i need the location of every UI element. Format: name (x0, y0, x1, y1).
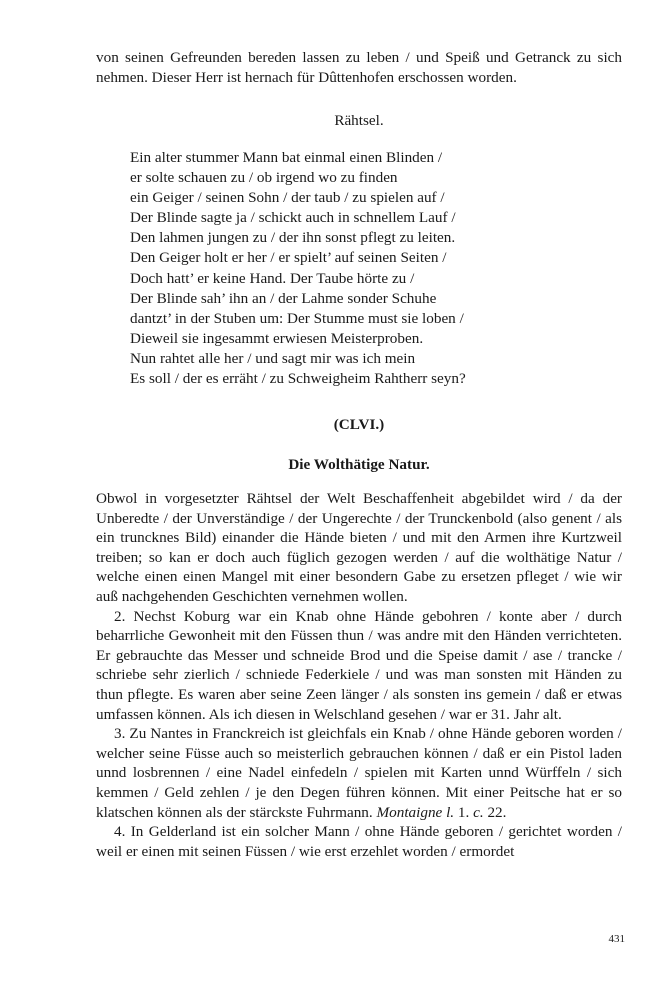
poem-line: Den lahmen jungen zu / der ihn sonst pflegt zu leiten. (130, 229, 456, 247)
paragraph-3 (96, 724, 622, 822)
paragraph-1: Obwol in vorgesetzter Rähtsel der Welt Beschaffenheit abgebildet wird / da der Unberedte / der Unverständige / der Ungerechte / der Trunckenbold (also genent / als ein truncknes Bild) einander die Hände bieten / und mit den Armen ihre Kurtzweil treiben; so kan er doch auch füglich gezogen werden / auf die wolthätige Natur / welche einen einen Mangel mit einer besondern Gabe zu ersetzen pfleget / wie wir auß nachgehenden Geschichten vernehmen wollen. (96, 490, 622, 605)
source-reference-author: Montaigne l. (376, 803, 455, 821)
poem-line: Es soll / der es erräht / zu Schweigheim Rahtherr seyn? (130, 370, 466, 388)
page-number: 431 (608, 933, 625, 945)
poem-line: ein Geiger / seinen Sohn / der taub / zu spielen auf / (130, 189, 445, 207)
paragraph-2: 2. Nechst Koburg war ein Knab ohne Hände gebohren / konte aber / durch beharrliche Gewonheit mit den Füssen thun / was andre mit den Händen verrichteten. Er gebrauchte das Messer und schneide Brod und die Speise damit / ase / trancke / schriebe sehr zierlich / schniede Federkiele / und was man sonsten mit Händen zu thun pflegte. Es waren aber seine Zeen länger / als sonsten ins gemein / daß er etwas umfassen können. Als ich diesen in Welschland gesehen / war er 31. Jahr alt. (96, 607, 622, 723)
poem-line: Der Blinde sagte ja / schickt auch in schnellem Lauf / (130, 209, 456, 227)
paragraph-3-text: 3. Zu Nantes in Franckreich ist gleichfals ein Knab / ohne Hände geboren worden / welcher seine Füsse auch so meisterlich gebrauchen können / daß er ein Pistol laden unnd losbrennen / eine Nadel einfedeln / spielen mit Karten unnd Würffeln / sich kemmen / Geld zehlen / je den Degen führen können. Mit einer Peitsche hat er so klatschen können als der stärckste Fuhrmann. (96, 725, 622, 821)
poem-line: Den Geiger holt er her / er spielt’ auf seinen Seiten / (130, 249, 447, 267)
riddle-poem (130, 148, 610, 389)
section-heading: Die Wolthätige Natur. (288, 456, 430, 473)
paragraph-4: 4. In Gelderland ist ein solcher Mann / ohne Hände geboren / gerichtet worden / weil er einen mit seinen Füssen / wie erst erzehlet worden / ermordet (96, 823, 622, 860)
poem-line: dantzt’ in der Stuben um: Der Stumme must sie loben / (130, 309, 464, 327)
poem-line: Nun rahtet alle her / und sagt mir was ich mein (130, 349, 416, 367)
intro-paragraph (96, 48, 622, 87)
section-number: (CLVI.) (333, 416, 385, 433)
source-reference-chapter: 22. (487, 803, 507, 821)
poem-line: Ein alter stummer Mann bat einmal einen Blinden / (130, 149, 443, 166)
poem-line: Dieweil sie ingesammt erwiesen Meisterproben. (130, 329, 424, 347)
intro-text: von seinen Gefreunden bereden lassen zu leben / und Speiß und Getranck zu sich nehmen. Dieser Herr ist hernach für Dûttenhofen erschossen worden. (96, 49, 622, 86)
poem-line: Doch hatt’ er keine Hand. Der Taube hörte zu / (130, 269, 415, 287)
poem-line: er solte schauen zu / ob irgend wo zu finden (130, 169, 398, 187)
source-reference-chapter-abbr: c. (473, 803, 484, 821)
body-text (96, 489, 622, 861)
riddle-title: Rähtsel. (334, 112, 384, 129)
source-reference-book: 1. (457, 803, 470, 821)
poem-line: Der Blinde sah’ ihn an / der Lahme sonder Schuhe (130, 289, 437, 307)
